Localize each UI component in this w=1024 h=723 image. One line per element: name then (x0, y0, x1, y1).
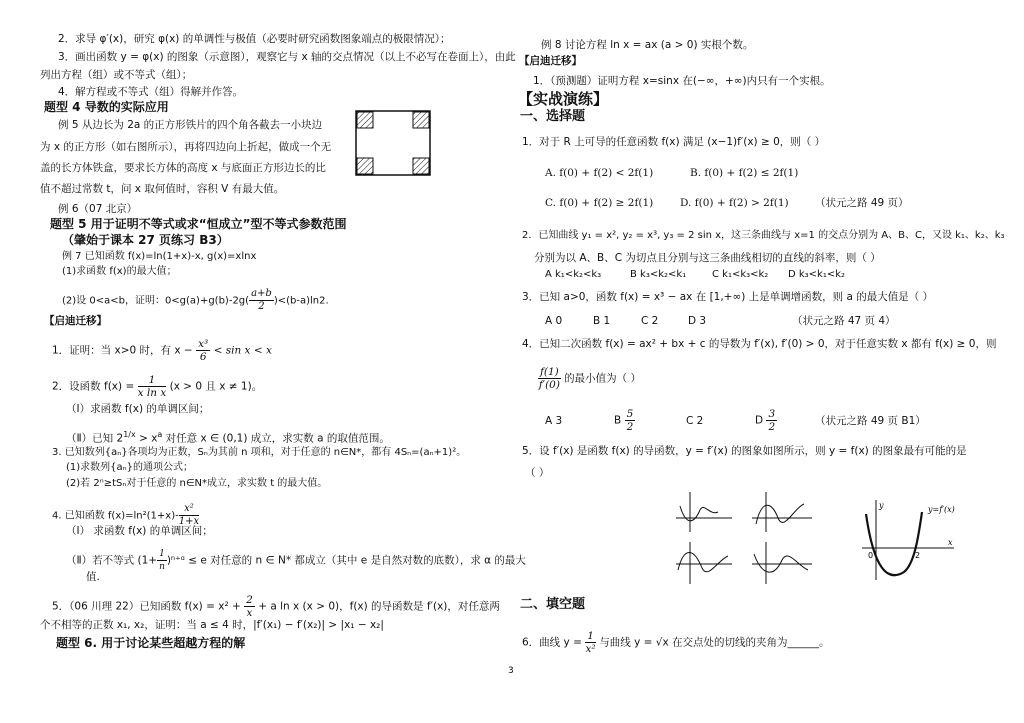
practice-3: 3. 已知数列{aₙ}各项均为正数，Sₙ为其前 n 项和，对于任意的 n∈N*，都有 4Sₙ=(aₙ+1)²。 (52, 447, 467, 458)
svg-text:x: x (948, 538, 953, 547)
q4-source: （状元之路 49 页 B1） (815, 415, 926, 427)
inspiration-heading-right: 【启迪迁移】 (519, 55, 582, 67)
section-multiple-choice: 一、选择题 (520, 109, 586, 124)
practice-3-part2: (2)若 2ⁿ≥tSₙ对于任意的 n∈N*成立，求实数 t 的最大值。 (66, 478, 328, 489)
question-6: 6．曲线 y = $\frac{1}{\text{x²}}$ 与曲线 y = √x 在交点处的切线的夹角为______。 (522, 630, 830, 655)
heading-type-6: 题型 6. 用于讨论某些超越方程的解 (56, 636, 246, 650)
practice-3-part1: (1)求数列{aₙ}的通项公式； (66, 462, 194, 473)
svg-text:2: 2 (915, 551, 921, 560)
q1-option-b: B. f(0) + f(2) ≤ 2f(1) (690, 167, 799, 179)
q2-option-c: C k₁<k₃<k₂ (712, 269, 769, 280)
example-5-line4: 值不超过常数 t，问 x 取何值时，容积 V 有最大值。 (40, 183, 285, 195)
derivative-graph-label: y=f′(x) (928, 505, 955, 514)
practice-4: 4. 已知函数 f(x)=ln²(1+x)- $\frac{\text{x²}}{1+x}$ (52, 503, 200, 527)
right-practice-1: 1．（预测题）证明方程 x=sinx 在(−∞，+∞)内只有一个实根。 (533, 75, 831, 87)
example-7: 例 7 已知函数 f(x)=ln(1+x)-x, g(x)=xlnx (62, 251, 257, 262)
example-5-line3: 盖的长方体铁盒，要求长方体的高度 x 与底面正方形边长的比 (40, 162, 326, 174)
inspiration-heading-left: 【启迪迁移】 (44, 315, 107, 327)
step-3: 3．画出函数 y = φ(x) 的图象（示意图），观察它与 x 轴的交点情况（以上不必写在卷面上），由此 (58, 51, 516, 63)
section-fill-in: 二、填空题 (520, 597, 586, 612)
practice-5: 5．（06 川理 22）已知函数 f(x) = x² + $\frac{2}{x}$ + a ln x (x > 0)，f(x) 的导函数是 f′(x)，对任意两 (52, 594, 500, 619)
q3-source: （状元之路 47 页 4） (792, 315, 896, 327)
question-2: 2．已知曲线 y₁ = x², y₂ = x³, y₃ = 2 sin x，这三条曲线与 x=1 的交点分别为 A、B、C，又设 k₁、k₂、k₃ (522, 230, 1005, 241)
q1-option-c: C. f(0) + f(2) ≥ 2f(1) (545, 197, 654, 209)
question-5-cont: （ ） (525, 467, 550, 479)
example-8: 例 8 讨论方程 ln x = ax (a > 0) 实根个数。 (541, 39, 754, 51)
heading-type-5: 题型 5 用于证明不等式或求“恒成立”型不等式参数范围 (50, 217, 347, 231)
q2-option-d: D k₃<k₁<k₂ (788, 269, 846, 280)
practice-4-part2: （Ⅱ）若不等式 (1+ $\frac{1}{n}$ )ⁿ⁺ᵅ ≤ e 对任意的 n ∈ N* 都成立（其中 e 是自然对数的底数），求 α 的最大 (66, 549, 526, 572)
step-2: 2．求导 φ′(x)，研究 φ(x) 的单调性与极值（必要时研究函数图象端点的极限情况）； (58, 33, 451, 45)
example-5-line1: 例 5 从边长为 2a 的正方形铁片的四个角各截去一小块边 (58, 119, 323, 131)
q4-option-b: B $\frac{5}{2}$ (614, 408, 634, 433)
question-2-cont: 分别为以 A、B、C 为切点且分别与这三条曲线相切的直线的斜率，则（ ） (534, 252, 881, 264)
practice-4-part2-cont: 值. (86, 571, 100, 583)
question-1: 1．对于 R 上可导的任意函数 f(x) 满足 (x−1)f′(x) ≥ 0，则（ ） (522, 136, 826, 148)
q5-option-graphs (672, 488, 822, 588)
example-6: 例 6（07 北京） (58, 203, 138, 215)
practice-1: 1．证明：当 x>0 时，有 x − $\frac{\text{x³}}{6}$ < sin x < x (52, 338, 272, 363)
svg-text:y: y (879, 501, 884, 510)
practice-4-part1: （Ⅰ） 求函数 f(x) 的单调区间； (66, 525, 213, 537)
q1-option-d: D. f(0) + f(2) > 2f(1) (680, 197, 789, 209)
q4-option-c: C 2 (686, 415, 704, 427)
q3-option-b: B 1 (593, 315, 611, 327)
practice-5-cont: 个不相等的正数 x₁, x₂，证明：当 a ≤ 4 时，|f′(x₁) − f′(x₂)| > |x₁ − x₂| (40, 619, 384, 631)
q4-option-a: A 3 (545, 415, 563, 427)
q2-option-b: B k₃<k₂<k₁ (630, 269, 687, 280)
step-4: 4．解方程或不等式（组）得解并作答。 (58, 86, 244, 98)
step-3-cont: 列出方程（组）或不等式（组）； (40, 69, 193, 81)
question-3: 3．已知 a>0，函数 f(x) = x³ − ax 在 [1,+∞) 上是单调增函数，则 a 的最大值是（ ） (522, 291, 934, 303)
practice-2-part2: （Ⅱ）已知 $2^{1/x} > x^a$ 对任意 x ∈ (0,1) 成立，求实数 a 的取值范围。 (66, 430, 390, 445)
section-practice: 【实战演练】 (518, 90, 609, 108)
question-4: 4．已知二次函数 f(x) = ax² + bx + c 的导数为 f′(x), f′(0) > 0，对于任意实数 x 都有 f(x) ≥ 0，则 (522, 338, 997, 350)
question-4-cont: $\frac{f(1)}{f'(0)}$ 的最小值为（ ） (538, 366, 641, 391)
example-7-part2: (2)设 0<a<b，证明：0<g(a)+g(b)-2g( $\frac{a+b}{2}$ )<(b-a)ln2. (62, 288, 329, 312)
example-7-part1: (1)求函数 f(x)的最大值； (62, 266, 177, 277)
svg-text:0: 0 (868, 551, 874, 560)
q2-option-a: A k₁<k₂<k₃ (545, 269, 602, 280)
q1-source: （状元之路 49 页） (815, 197, 909, 209)
example-5-line2: 为 x 的正方形（如右图所示），再将四边向上折起，做成一个无 (40, 141, 332, 153)
practice-2: 2．设函数 f(x) = $\frac{1}{\text{x ln x}}$ (x > 0 且 x ≠ 1)。 (52, 374, 263, 399)
heading-type-5-source: （肇始于课本 27 页练习 B3） (62, 233, 229, 247)
derivative-graph (858, 500, 958, 582)
heading-type-4: 题型 4 导数的实际应用 (44, 100, 169, 114)
q3-option-c: C 2 (641, 315, 659, 327)
q1-option-a: A. f(0) + f(2) < 2f(1) (545, 167, 654, 179)
q4-option-d: D $\frac{3}{2}$ (755, 408, 776, 433)
cut-square-figure (355, 110, 431, 176)
page-number: 3 (508, 666, 514, 676)
q3-option-a: A 0 (545, 315, 563, 327)
question-5: 5．设 f′(x) 是函数 f(x) 的导函数，y = f′(x) 的图象如图所示，则 y = f(x) 的图象最有可能的是 (522, 445, 967, 457)
practice-2-part1: （Ⅰ）求函数 f(x) 的单调区间； (66, 403, 210, 415)
q3-option-d: D 3 (688, 315, 707, 327)
